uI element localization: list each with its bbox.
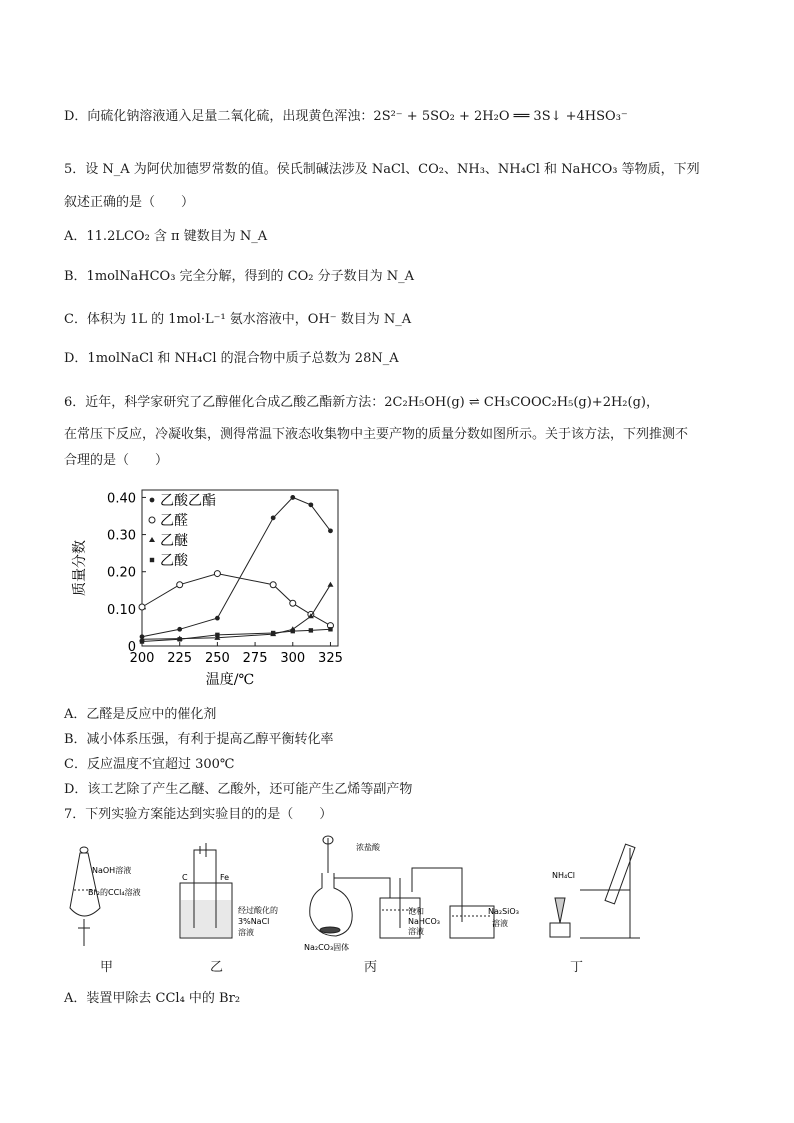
point-ethyl-acetate	[328, 528, 333, 533]
q5-stem-line2: 叙述正确的是（ ）	[64, 195, 195, 210]
yi-sol-line1: 经过酸化的	[238, 906, 278, 915]
bing-hcl-label: 浓盐酸	[356, 843, 380, 852]
q7-stem: 7．下列实验方案能达到实验目的的是（ ）	[64, 807, 333, 822]
q5-option-b: B．1molNaHCO₃ 完全分解，得到的 CO₂ 分子数目为 N_A	[64, 269, 415, 284]
bing-na2co3-label: Na₂CO₃固体	[304, 943, 350, 952]
point-acetaldehyde	[290, 600, 296, 606]
point-ether	[327, 582, 333, 587]
q5-stem-line1: 5．设 N_A 为阿伏加德罗常数的值。侯氏制碱法涉及 NaCl、CO₂、NH₃、NH₄Cl 和 NaHCO₃ 等物质，下列	[64, 162, 700, 177]
q5-option-d: D．1molNaCl 和 NH₄Cl 的混合物中质子总数为 28N_A	[64, 351, 399, 366]
bing-nahco3-line3: 溶液	[408, 927, 424, 936]
q6-stem-line3: 合理的是（ ）	[64, 453, 169, 468]
point-acetaldehyde	[177, 582, 183, 588]
point-acetaldehyde	[214, 571, 220, 577]
series-line-1	[142, 574, 331, 626]
point-ethyl-acetate	[271, 515, 276, 520]
label-yi: 乙	[210, 960, 224, 975]
y-axis-title: 质量分数	[72, 540, 88, 596]
label-jia: 甲	[100, 960, 114, 975]
yi-c-label: C	[182, 873, 188, 882]
point-acetic-acid	[328, 627, 332, 631]
bing-na2sio3-line2: 溶液	[492, 919, 508, 928]
point-ethyl-acetate	[308, 502, 313, 507]
jia-br2-label: Br₂的CCl₄溶液	[88, 888, 141, 897]
q6-option-c: C．反应温度不宜超过 300℃	[64, 757, 235, 772]
jia-naoh-label: NaOH溶液	[92, 866, 132, 875]
point-acetic-acid	[140, 639, 144, 643]
legend-marker	[149, 537, 155, 542]
bing-nahco3-line2: NaHCO₃	[408, 917, 440, 926]
legend-label: 乙酸乙酯	[160, 493, 216, 509]
yi-sol-line2: 3%NaCl	[238, 917, 270, 926]
q6-option-a: A．乙醛是反应中的催化剂	[64, 707, 217, 722]
chart-svg	[60, 478, 350, 698]
legend-marker	[150, 558, 154, 562]
y-tick-label: 0.10	[107, 602, 136, 618]
apparatus-figure	[60, 828, 660, 978]
x-tick-label: 225	[167, 651, 193, 666]
x-tick-label: 250	[204, 651, 230, 666]
legend-marker	[149, 517, 155, 523]
q4-option-d: D．向硫化钠溶液通入足量二氧化硫，出现黄色浑浊：2S²⁻ + 5SO₂ + 2H₂O ══ 3S↓ +4HSO₃⁻	[64, 109, 628, 124]
x-tick-label: 325	[318, 651, 343, 666]
point-acetic-acid	[271, 631, 275, 635]
bing-nahco3-line1: 饱和	[408, 907, 424, 916]
x-tick-label: 200	[129, 651, 155, 666]
point-acetic-acid	[177, 637, 181, 641]
q6-stem-line1: 6．近年，科学家研究了乙醇催化合成乙酸乙酯新方法：2C₂H₅OH(g) ⇌ CH₃COOC₂H₅(g)+2H₂(g)，	[64, 395, 659, 410]
legend-label: 乙醚	[160, 533, 188, 549]
q6-option-b: B．减小体系压强，有利于提高乙醇平衡转化率	[64, 732, 334, 747]
y-tick-label: 0.20	[107, 565, 136, 581]
legend-label: 乙醛	[160, 513, 188, 529]
legend-marker	[150, 498, 155, 503]
q6-option-d: D．该工艺除了产生乙醚、乙酸外，还可能产生乙烯等副产物	[64, 782, 413, 797]
x-tick-label: 300	[280, 651, 306, 666]
point-acetaldehyde	[270, 582, 276, 588]
gas-generation-setup	[310, 836, 494, 938]
y-tick-label: 0.30	[107, 528, 136, 544]
mass-fraction-chart	[60, 478, 350, 698]
q5-option-c: C．体积为 1L 的 1mol·L⁻¹ 氨水溶液中，OH⁻ 数目为 N_A	[64, 312, 412, 327]
y-tick-label: 0.40	[107, 491, 136, 507]
point-acetic-acid	[291, 629, 295, 633]
y-tick-label: 0	[127, 640, 136, 655]
q5-option-a: A．11.2LCO₂ 含 π 键数目为 N_A	[64, 229, 268, 244]
point-ethyl-acetate	[177, 627, 182, 632]
x-tick-label: 275	[242, 651, 268, 666]
point-acetaldehyde	[139, 604, 145, 610]
q7-option-a: A．装置甲除去 CCl₄ 中的 Br₂	[64, 991, 241, 1006]
electrolysis-beaker	[180, 843, 232, 938]
label-ding: 丁	[570, 960, 584, 975]
point-ethyl-acetate	[290, 495, 295, 500]
label-bing: 丙	[364, 960, 378, 975]
yi-sol-line3: 溶液	[238, 928, 254, 937]
q6-stem-line2: 在常压下反应，冷凝收集，测得常温下液态收集物中主要产物的质量分数如图所示。关于该方法，下列推测不	[64, 427, 689, 442]
heating-stand	[550, 844, 640, 938]
yi-fe-label: Fe	[220, 873, 230, 882]
point-acetic-acid	[215, 633, 219, 637]
bing-na2sio3-line1: Na₂SiO₃	[488, 907, 519, 916]
point-acetic-acid	[309, 628, 313, 632]
ding-nh4cl-label: NH₄Cl	[552, 871, 576, 880]
x-axis-title: 温度/℃	[205, 672, 255, 688]
point-ethyl-acetate	[215, 616, 220, 621]
legend-label: 乙酸	[160, 553, 188, 569]
